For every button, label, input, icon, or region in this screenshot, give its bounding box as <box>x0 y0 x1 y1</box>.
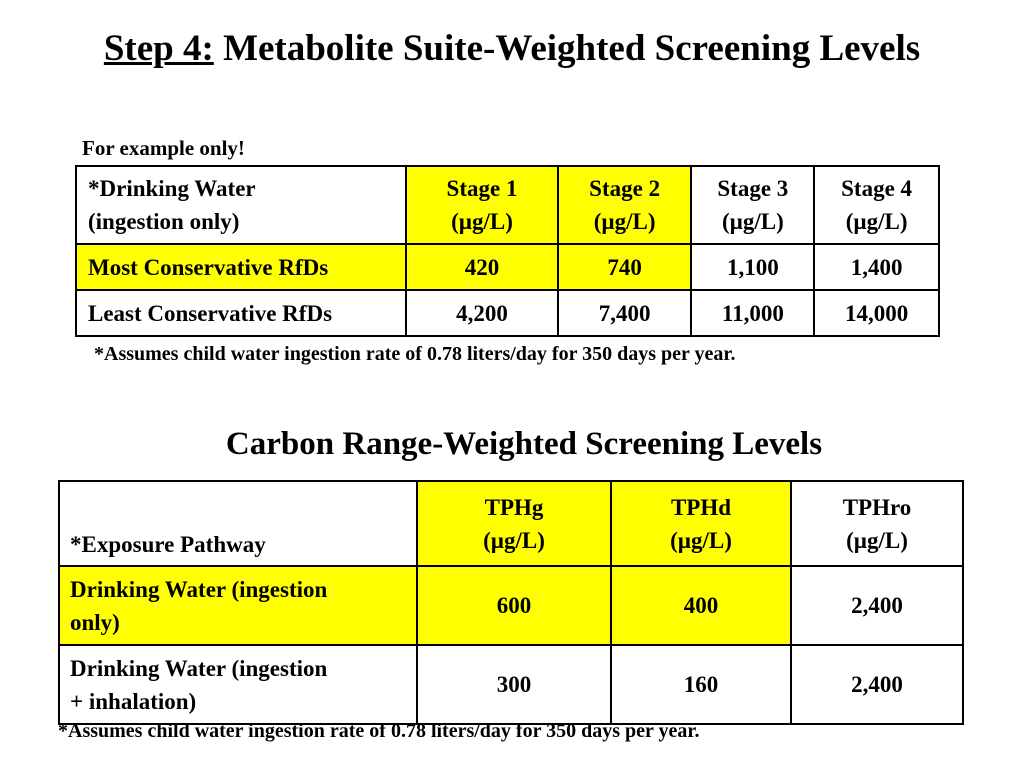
header-stage-4 <box>814 166 939 244</box>
page-title <box>0 26 1024 72</box>
table-header-row <box>59 481 963 566</box>
column-unit: (µg/L) <box>845 209 908 234</box>
table-cell: 300 <box>417 645 611 724</box>
table-cell: 2,400 <box>791 645 963 724</box>
column-title: Stage 4 <box>841 176 913 201</box>
column-title: TPHg <box>484 494 544 520</box>
table1-footnote: *Assumes child water ingestion rate of 0.78 liters/day for 350 days per year. <box>94 343 736 365</box>
header-tphg <box>417 481 611 566</box>
row-label-line1: Drinking Water (ingestion <box>70 576 328 602</box>
column-title: Stage 3 <box>717 176 789 201</box>
step-label: Step 4: <box>103 28 214 69</box>
table-cell: 420 <box>406 244 558 290</box>
row-label-line2: only) <box>70 609 120 635</box>
table-cell: 1,400 <box>814 244 939 290</box>
header-tphro <box>791 481 963 566</box>
table-cell: 14,000 <box>814 290 939 336</box>
column-title: Stage 2 <box>589 176 661 201</box>
table-cell: 1,100 <box>691 244 814 290</box>
metabolite-screening-table <box>75 165 940 337</box>
header-stage-1 <box>406 166 558 244</box>
table-cell: 4,200 <box>406 290 558 336</box>
table-row <box>76 244 939 290</box>
column-unit: (µg/L) <box>670 527 732 553</box>
header-stage-3 <box>691 166 814 244</box>
header-tphd <box>611 481 791 566</box>
table-row <box>59 566 963 645</box>
column-unit: (µg/L) <box>483 527 545 553</box>
table-cell: 11,000 <box>691 290 814 336</box>
header-label-line1: *Drinking Water <box>88 176 256 201</box>
table-row <box>76 290 939 336</box>
header-label-cell <box>76 166 406 244</box>
table-cell: 400 <box>611 566 791 645</box>
section-subtitle: Carbon Range-Weighted Screening Levels <box>225 426 823 462</box>
table-cell: 600 <box>417 566 611 645</box>
column-unit: (µg/L) <box>593 209 656 234</box>
row-label-line1: Drinking Water (ingestion <box>70 655 328 681</box>
row-label: Most Conservative RfDs <box>76 244 406 290</box>
row-label <box>59 645 417 724</box>
row-label: Least Conservative RfDs <box>76 290 406 336</box>
table-row <box>59 645 963 724</box>
table-cell: 160 <box>611 645 791 724</box>
header-label-cell: *Exposure Pathway <box>59 481 417 566</box>
header-stage-2 <box>558 166 692 244</box>
example-note: For example only! <box>82 136 245 160</box>
column-title: TPHro <box>842 494 912 520</box>
header-label-line2: (ingestion only) <box>88 209 240 234</box>
column-unit: (µg/L) <box>846 527 908 553</box>
table2-footnote: *Assumes child water ingestion rate of 0.78 liters/day for 350 days per year. <box>58 720 700 742</box>
column-title: Stage 1 <box>446 176 518 201</box>
column-unit: (µg/L) <box>451 209 513 234</box>
table-cell: 7,400 <box>558 290 692 336</box>
carbon-range-screening-table <box>58 480 964 725</box>
table-header-row <box>76 166 939 244</box>
column-title: TPHd <box>670 494 732 520</box>
row-label <box>59 566 417 645</box>
column-unit: (µg/L) <box>721 209 784 234</box>
title-text: Metabolite Suite-Weighted Screening Levels <box>223 28 921 69</box>
row-label-line2: + inhalation) <box>70 688 197 714</box>
table-cell: 2,400 <box>791 566 963 645</box>
table-cell: 740 <box>558 244 692 290</box>
